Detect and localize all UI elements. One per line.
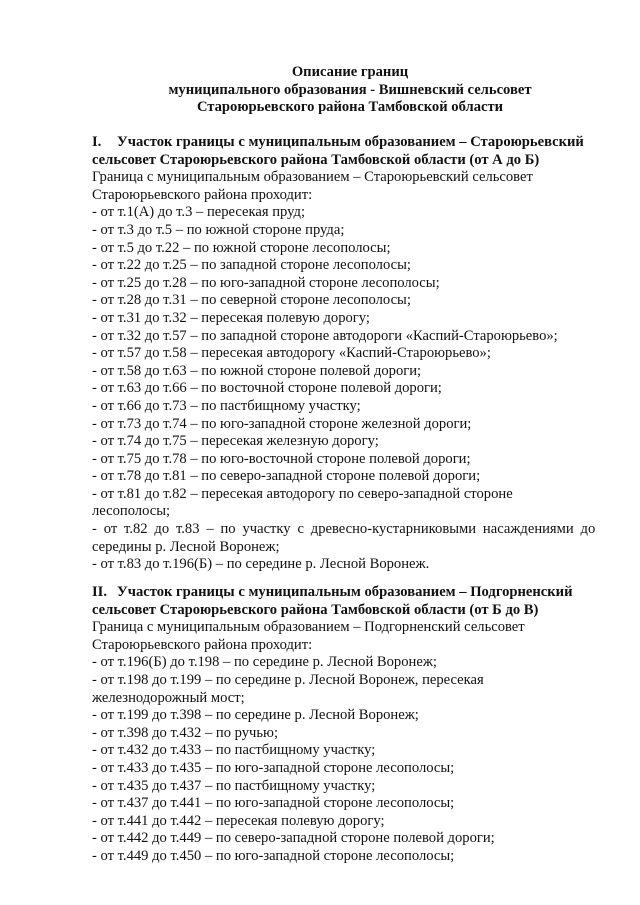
title-line: Описание границ <box>291 64 409 80</box>
section-heading-line: Участок границы с муниципальным образованием – Подгорненский <box>117 584 573 600</box>
list-item-continuation: железнодорожный мост; <box>92 689 245 706</box>
list-item: - от т.74 до т.75 – пересекая железную дорогу; <box>92 433 379 450</box>
section-heading <box>92 584 628 619</box>
list-item: - от т.5 до т.22 – по южной стороне лесополосы; <box>92 239 391 256</box>
list-item: - от т.196(Б) до т.198 – по середине р. Лесной Воронеж; <box>92 654 437 671</box>
section-intro: Староюрьевского района проходит: <box>92 186 313 203</box>
title-line: муниципального образования - Вишневский сельсовет <box>168 81 532 98</box>
list-item: - от т.28 до т.31 – по северной стороне лесополосы; <box>92 292 411 309</box>
list-item: - от т.32 до т.57 – по западной стороне автодороги «Каспий-Староюрьево»; <box>92 327 558 344</box>
list-item: - от т.31 до т.32 – пересекая полевую дорогу; <box>92 309 370 326</box>
list-item: - от т.81 до т.82 – пересекая автодорогу по северо-западной стороне <box>92 485 513 502</box>
list-item: - от т.442 до т.449 – по северо-западной стороне полевой дороги; <box>92 830 495 847</box>
title-line: Староюрьевского района Тамбовской области <box>196 99 504 116</box>
section-heading-line: сельсовет Староюрьевского района Тамбовской области (от А до Б) <box>92 151 540 168</box>
list-item: - от т.437 до т.441 – по юго-западной стороне лесополосы; <box>92 795 455 812</box>
list-item: - от т.3 до т.5 – по южной стороне пруда; <box>92 221 345 238</box>
section-1 <box>92 134 628 574</box>
section-heading-line: сельсовет Староюрьевского района Тамбовской области (от Б до В) <box>92 601 539 618</box>
section-intro: Граница с муниципальным образованием – Староюрьевский сельсовет <box>92 169 533 186</box>
list-item: - от т.82 до т.83 – по участку с древесно-кустарниковыми насаждениями до <box>92 521 596 538</box>
list-item-continuation: лесополосы; <box>92 503 171 520</box>
section-2 <box>92 584 628 866</box>
list-item: - от т.1(А) до т.3 – пересекая пруд; <box>92 204 305 221</box>
list-item: - от т.25 до т.28 – по юго-западной стороне лесополосы; <box>92 274 440 291</box>
list-item: - от т.63 до т.66 – по восточной стороне полевой дороги; <box>92 380 442 397</box>
list-item: - от т.441 до т.442 – пересекая полевую дорогу; <box>92 812 385 829</box>
list-item: - от т.433 до т.435 – по юго-западной стороне лесополосы; <box>92 759 455 776</box>
section-intro: Граница с муниципальным образованием – Подгорненский сельсовет <box>92 619 525 636</box>
list-item: - от т.78 до т.81 – по северо-западной стороне полевой дороги; <box>92 468 481 485</box>
section-intro: Староюрьевского района проходит: <box>92 636 313 653</box>
list-item: - от т.75 до т.78 – по юго-восточной стороне полевой дороги; <box>92 450 471 467</box>
list-item: - от т.398 до т.432 – по ручью; <box>92 724 278 741</box>
document-title <box>100 64 600 117</box>
list-item: - от т.449 до т.450 – по юго-западной стороне лесополосы; <box>92 847 455 864</box>
list-item: - от т.73 до т.74 – по юго-западной стороне железной дороги; <box>92 415 472 432</box>
list-item: - от т.66 до т.73 – по пастбищному участку; <box>92 397 361 414</box>
section-number: I. <box>92 134 102 150</box>
list-item: - от т.22 до т.25 – по западной стороне лесополосы; <box>92 257 411 274</box>
list-item-continuation: середины р. Лесной Воронеж; <box>92 538 280 555</box>
list-item: - от т.199 до т.398 – по середине р. Лесной Воронеж; <box>92 707 419 724</box>
list-item: - от т.198 до т.199 – по середине р. Лесной Воронеж, пересекая <box>92 671 484 688</box>
section-heading <box>92 134 628 169</box>
list-item: - от т.57 до т.58 – пересекая автодорогу «Каспий-Староюрьево»; <box>92 345 491 362</box>
list-item: - от т.83 до т.196(Б) – по середине р. Лесной Воронеж. <box>92 556 430 573</box>
list-item: - от т.435 до т.437 – по пастбищному участку; <box>92 777 376 794</box>
list-item: - от т.432 до т.433 – по пастбищному участку; <box>92 742 376 759</box>
section-number: II. <box>92 584 108 600</box>
list-item: - от т.58 до т.63 – по южной стороне полевой дороги; <box>92 362 422 379</box>
section-heading-line: Участок границы с муниципальным образованием – Староюрьевский <box>117 134 584 150</box>
